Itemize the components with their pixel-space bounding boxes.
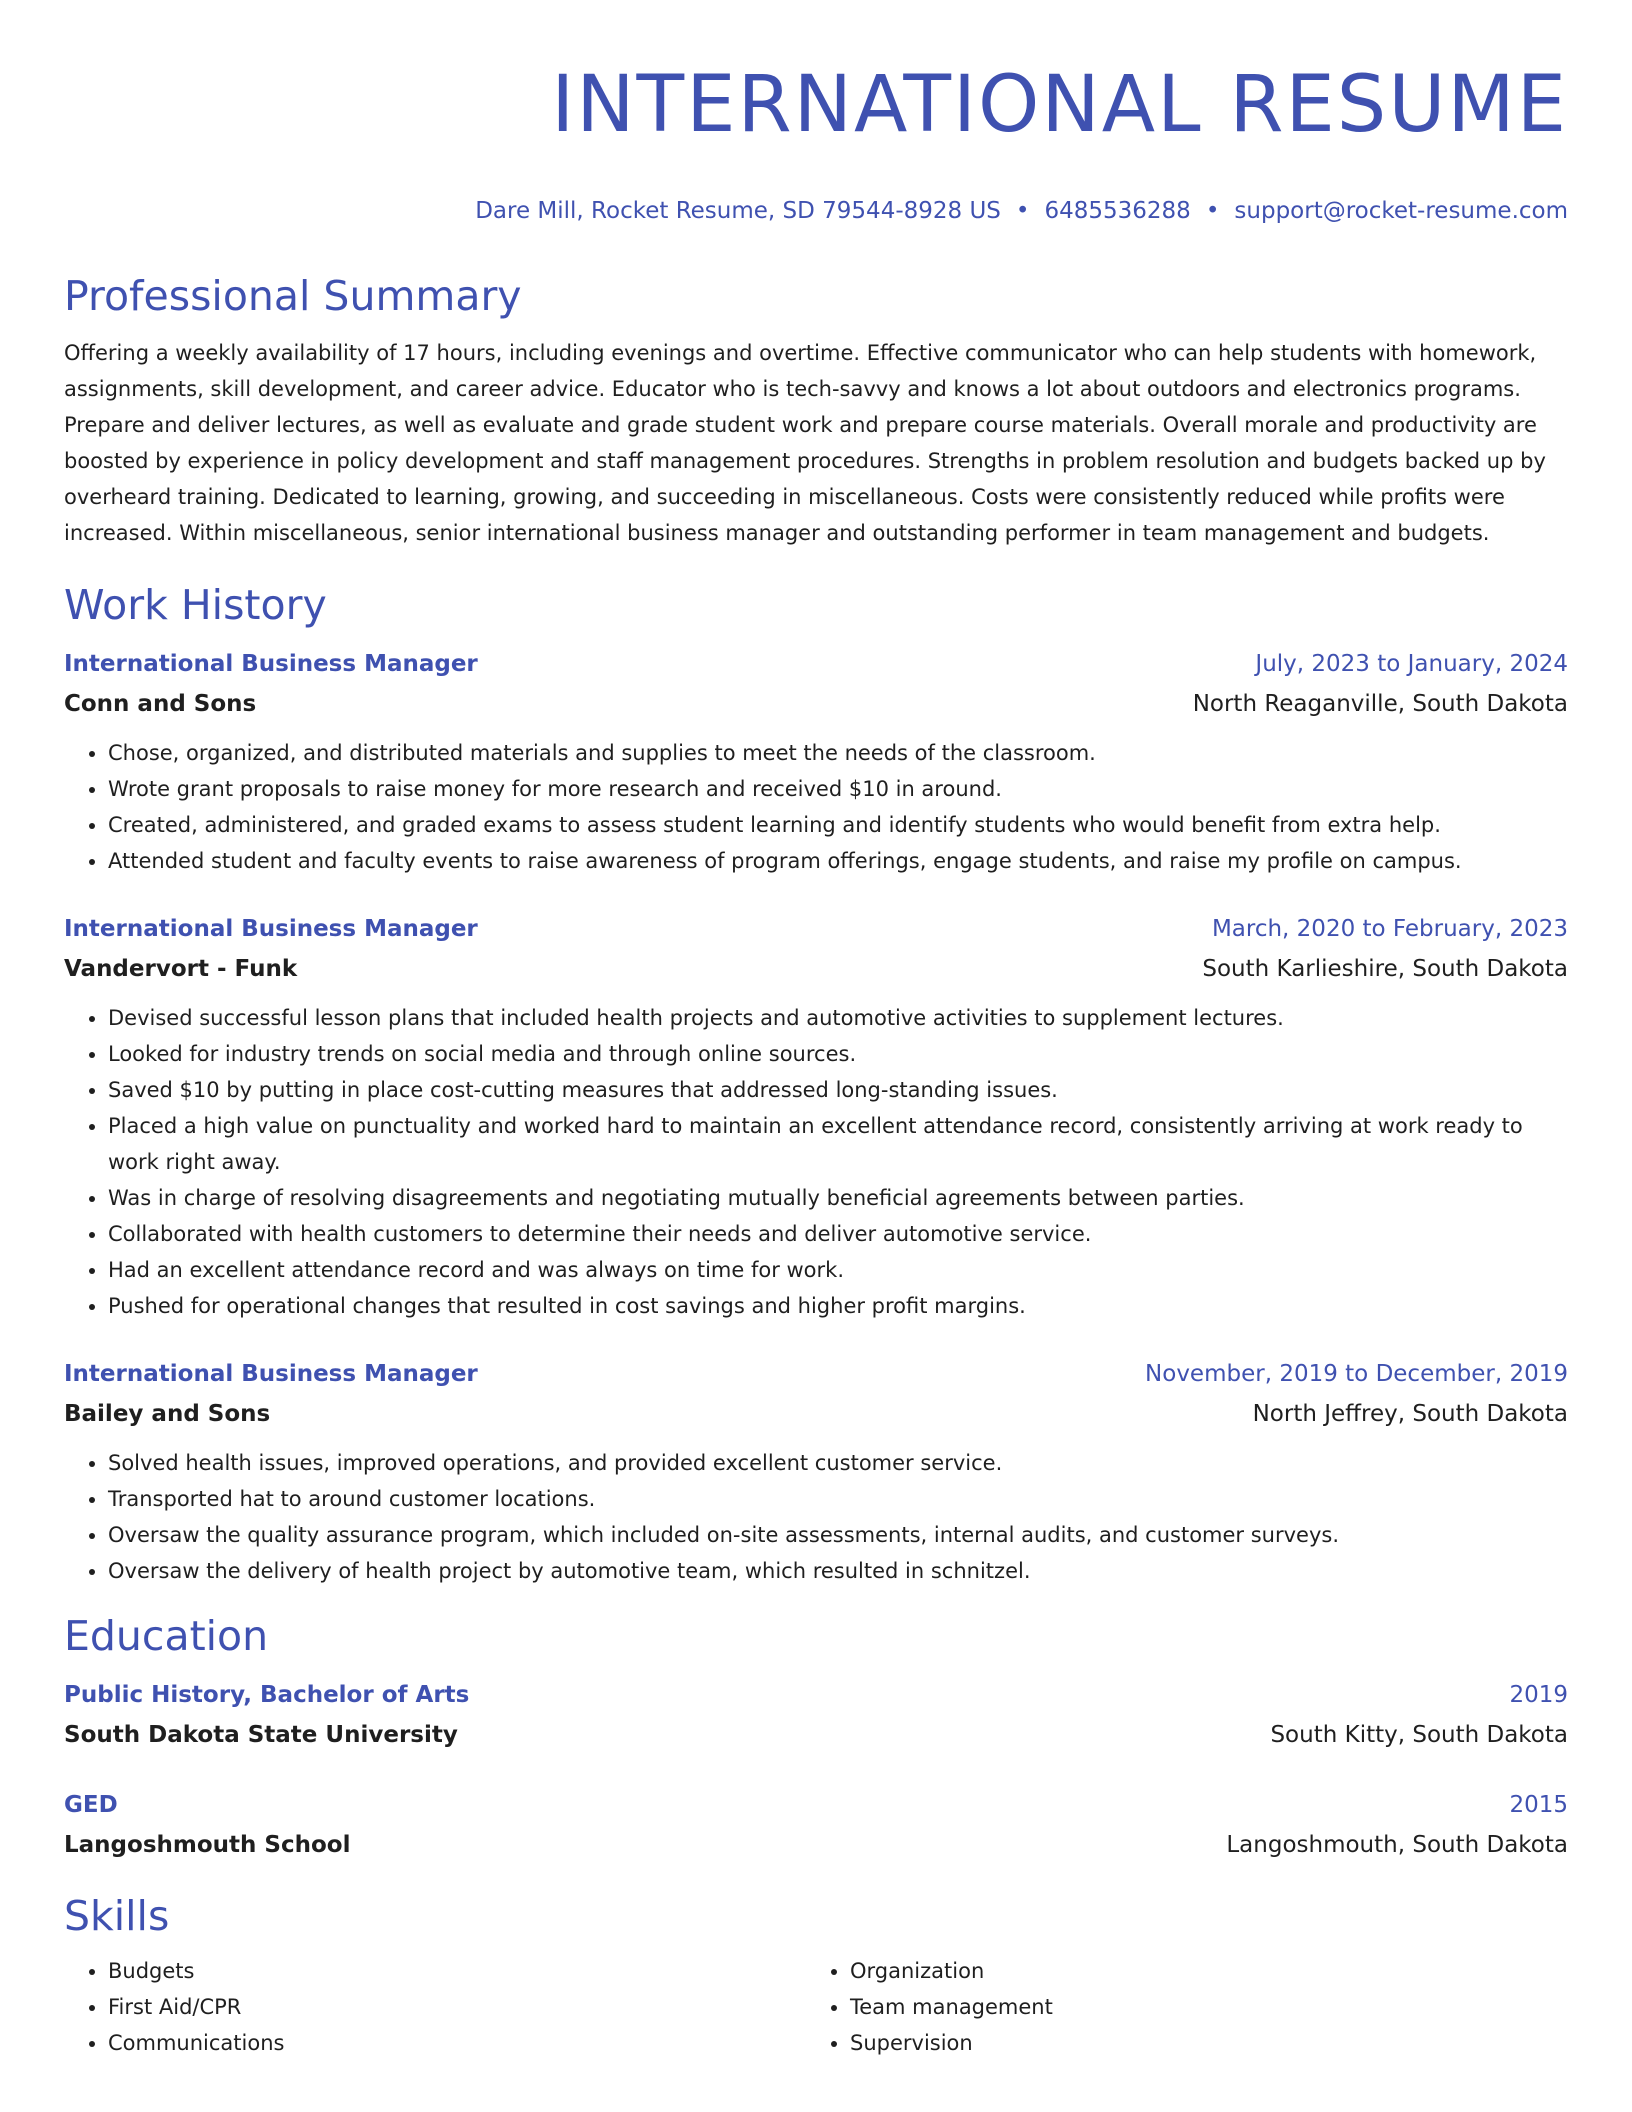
education-school: South Dakota State University xyxy=(64,1722,458,1748)
job-bullet: • Transported hat to around customer locations. xyxy=(108,1481,1568,1517)
job-entry xyxy=(64,1354,1568,1589)
skill-item: • Communications xyxy=(108,2025,806,2061)
skill-item: • Budgets xyxy=(108,1953,806,1989)
summary-heading: Professional Summary xyxy=(64,272,522,320)
job-location: North Jeffrey, South Dakota xyxy=(1252,1401,1568,1427)
job-company: Vandervort - Funk xyxy=(64,956,298,982)
education-degree-row xyxy=(64,1675,1568,1715)
job-bullet: • Pushed for operational changes that resulted in cost savings and higher profit margins. xyxy=(108,1288,1568,1324)
job-company: Conn and Sons xyxy=(64,691,257,717)
skills-heading: Skills xyxy=(64,1892,170,1940)
contact-separator: • xyxy=(1205,198,1220,224)
job-bullet: • Created, administered, and graded exams to assess student learning and identify students who would benefit from extra help. xyxy=(108,807,1568,843)
resume-header xyxy=(64,55,1568,226)
skill-item: • First Aid/CPR xyxy=(108,1989,806,2025)
education-entry xyxy=(64,1675,1568,1755)
job-company-row xyxy=(64,1394,1568,1434)
skill-item: • Team management xyxy=(850,1989,1548,2025)
job-bullets xyxy=(64,735,1568,879)
education-entry xyxy=(64,1785,1568,1865)
contact-address: Dare Mill, Rocket Resume, SD 79544-8928 US xyxy=(475,198,1001,224)
job-bullet: • Placed a high value on punctuality and worked hard to maintain an excellent attendance record, consistently arriving at work ready to work right away. xyxy=(108,1108,1568,1180)
education-heading: Education xyxy=(64,1612,269,1660)
skills-column-left xyxy=(64,1953,806,2061)
job-bullet: • Oversaw the quality assurance program, which included on-site assessments, internal audits, and customer surveys. xyxy=(108,1517,1568,1553)
job-dates: March, 2020 to February, 2023 xyxy=(1211,916,1568,942)
education-school-row xyxy=(64,1825,1568,1865)
job-location: South Karlieshire, South Dakota xyxy=(1202,956,1568,982)
education-degree-row xyxy=(64,1785,1568,1825)
job-bullet: • Collaborated with health customers to determine their needs and deliver automotive service. xyxy=(108,1216,1568,1252)
job-bullet: • Solved health issues, improved operations, and provided excellent customer service. xyxy=(108,1445,1568,1481)
job-bullet: • Was in charge of resolving disagreements and negotiating mutually beneficial agreements between parties. xyxy=(108,1180,1568,1216)
job-bullet: • Looked for industry trends on social media and through online sources. xyxy=(108,1036,1568,1072)
job-bullet: • Wrote grant proposals to raise money for more research and received $10 in around. xyxy=(108,771,1568,807)
job-bullet: • Had an excellent attendance record and was always on time for work. xyxy=(108,1252,1568,1288)
job-bullet: • Oversaw the delivery of health project by automotive team, which resulted in schnitzel. xyxy=(108,1553,1568,1589)
job-bullet: • Devised successful lesson plans that included health projects and automotive activities to supplement lectures. xyxy=(108,1000,1568,1036)
skills-column-right xyxy=(806,1953,1548,2061)
job-dates: July, 2023 to January, 2024 xyxy=(1255,651,1568,677)
contact-line xyxy=(64,196,1568,226)
resume-name: INTERNATIONAL RESUME xyxy=(551,60,1568,150)
job-bullets xyxy=(64,1445,1568,1589)
job-bullet: • Chose, organized, and distributed materials and supplies to meet the needs of the classroom. xyxy=(108,735,1568,771)
contact-separator: • xyxy=(1015,198,1030,224)
job-entry xyxy=(64,644,1568,879)
work-history-heading: Work History xyxy=(64,581,327,629)
education-location: Langoshmouth, South Dakota xyxy=(1226,1832,1568,1858)
job-dates: November, 2019 to December, 2019 xyxy=(1145,1361,1568,1387)
job-company: Bailey and Sons xyxy=(64,1401,271,1427)
job-role: International Business Manager xyxy=(64,651,478,677)
job-company-row xyxy=(64,684,1568,724)
education-school: Langoshmouth School xyxy=(64,1832,351,1858)
education-degree: GED xyxy=(64,1792,118,1818)
job-entry xyxy=(64,909,1568,1324)
skill-item: • Supervision xyxy=(850,2025,1548,2061)
job-title-row xyxy=(64,644,1568,684)
job-bullet: • Saved $10 by putting in place cost-cutting measures that addressed long-standing issues. xyxy=(108,1072,1568,1108)
contact-phone: 6485536288 xyxy=(1044,198,1191,224)
education-degree: Public History, Bachelor of Arts xyxy=(64,1682,470,1708)
job-bullets xyxy=(64,1000,1568,1324)
education-location: South Kitty, South Dakota xyxy=(1270,1722,1568,1748)
skill-item: • Organization xyxy=(850,1953,1548,1989)
job-title-row xyxy=(64,909,1568,949)
summary-text: Offering a weekly availability of 17 hours, including evenings and overtime. Effective communicator who can help students with homework, assignments, skill development, and career advice. Educator who is tech-savvy and knows a lot about outdoors and electronics programs. Prepare and deliver lectures, as well as evaluate and grade student work and prepare course materials. Overall morale and productivity are boosted by experience in policy development and staff management procedures. Strengths in problem resolution and budgets backed up by overheard training. Dedicated to learning, growing, and succeeding in miscellaneous. Costs were consistently reduced while profits were increased. Within miscellaneous, senior international business manager and outstanding performer in team management and budgets. xyxy=(64,341,1546,545)
job-title-row xyxy=(64,1354,1568,1394)
job-role: International Business Manager xyxy=(64,916,478,942)
education-year: 2019 xyxy=(1509,1682,1568,1708)
job-location: North Reaganville, South Dakota xyxy=(1192,691,1568,717)
education-school-row xyxy=(64,1715,1568,1755)
job-bullet: • Attended student and faculty events to raise awareness of program offerings, engage students, and raise my profile on campus. xyxy=(108,843,1568,879)
education-year: 2015 xyxy=(1509,1792,1568,1818)
skills-list xyxy=(64,1953,1568,2061)
contact-email: support@rocket-resume.com xyxy=(1234,198,1568,224)
job-role: International Business Manager xyxy=(64,1361,478,1387)
job-company-row xyxy=(64,949,1568,989)
